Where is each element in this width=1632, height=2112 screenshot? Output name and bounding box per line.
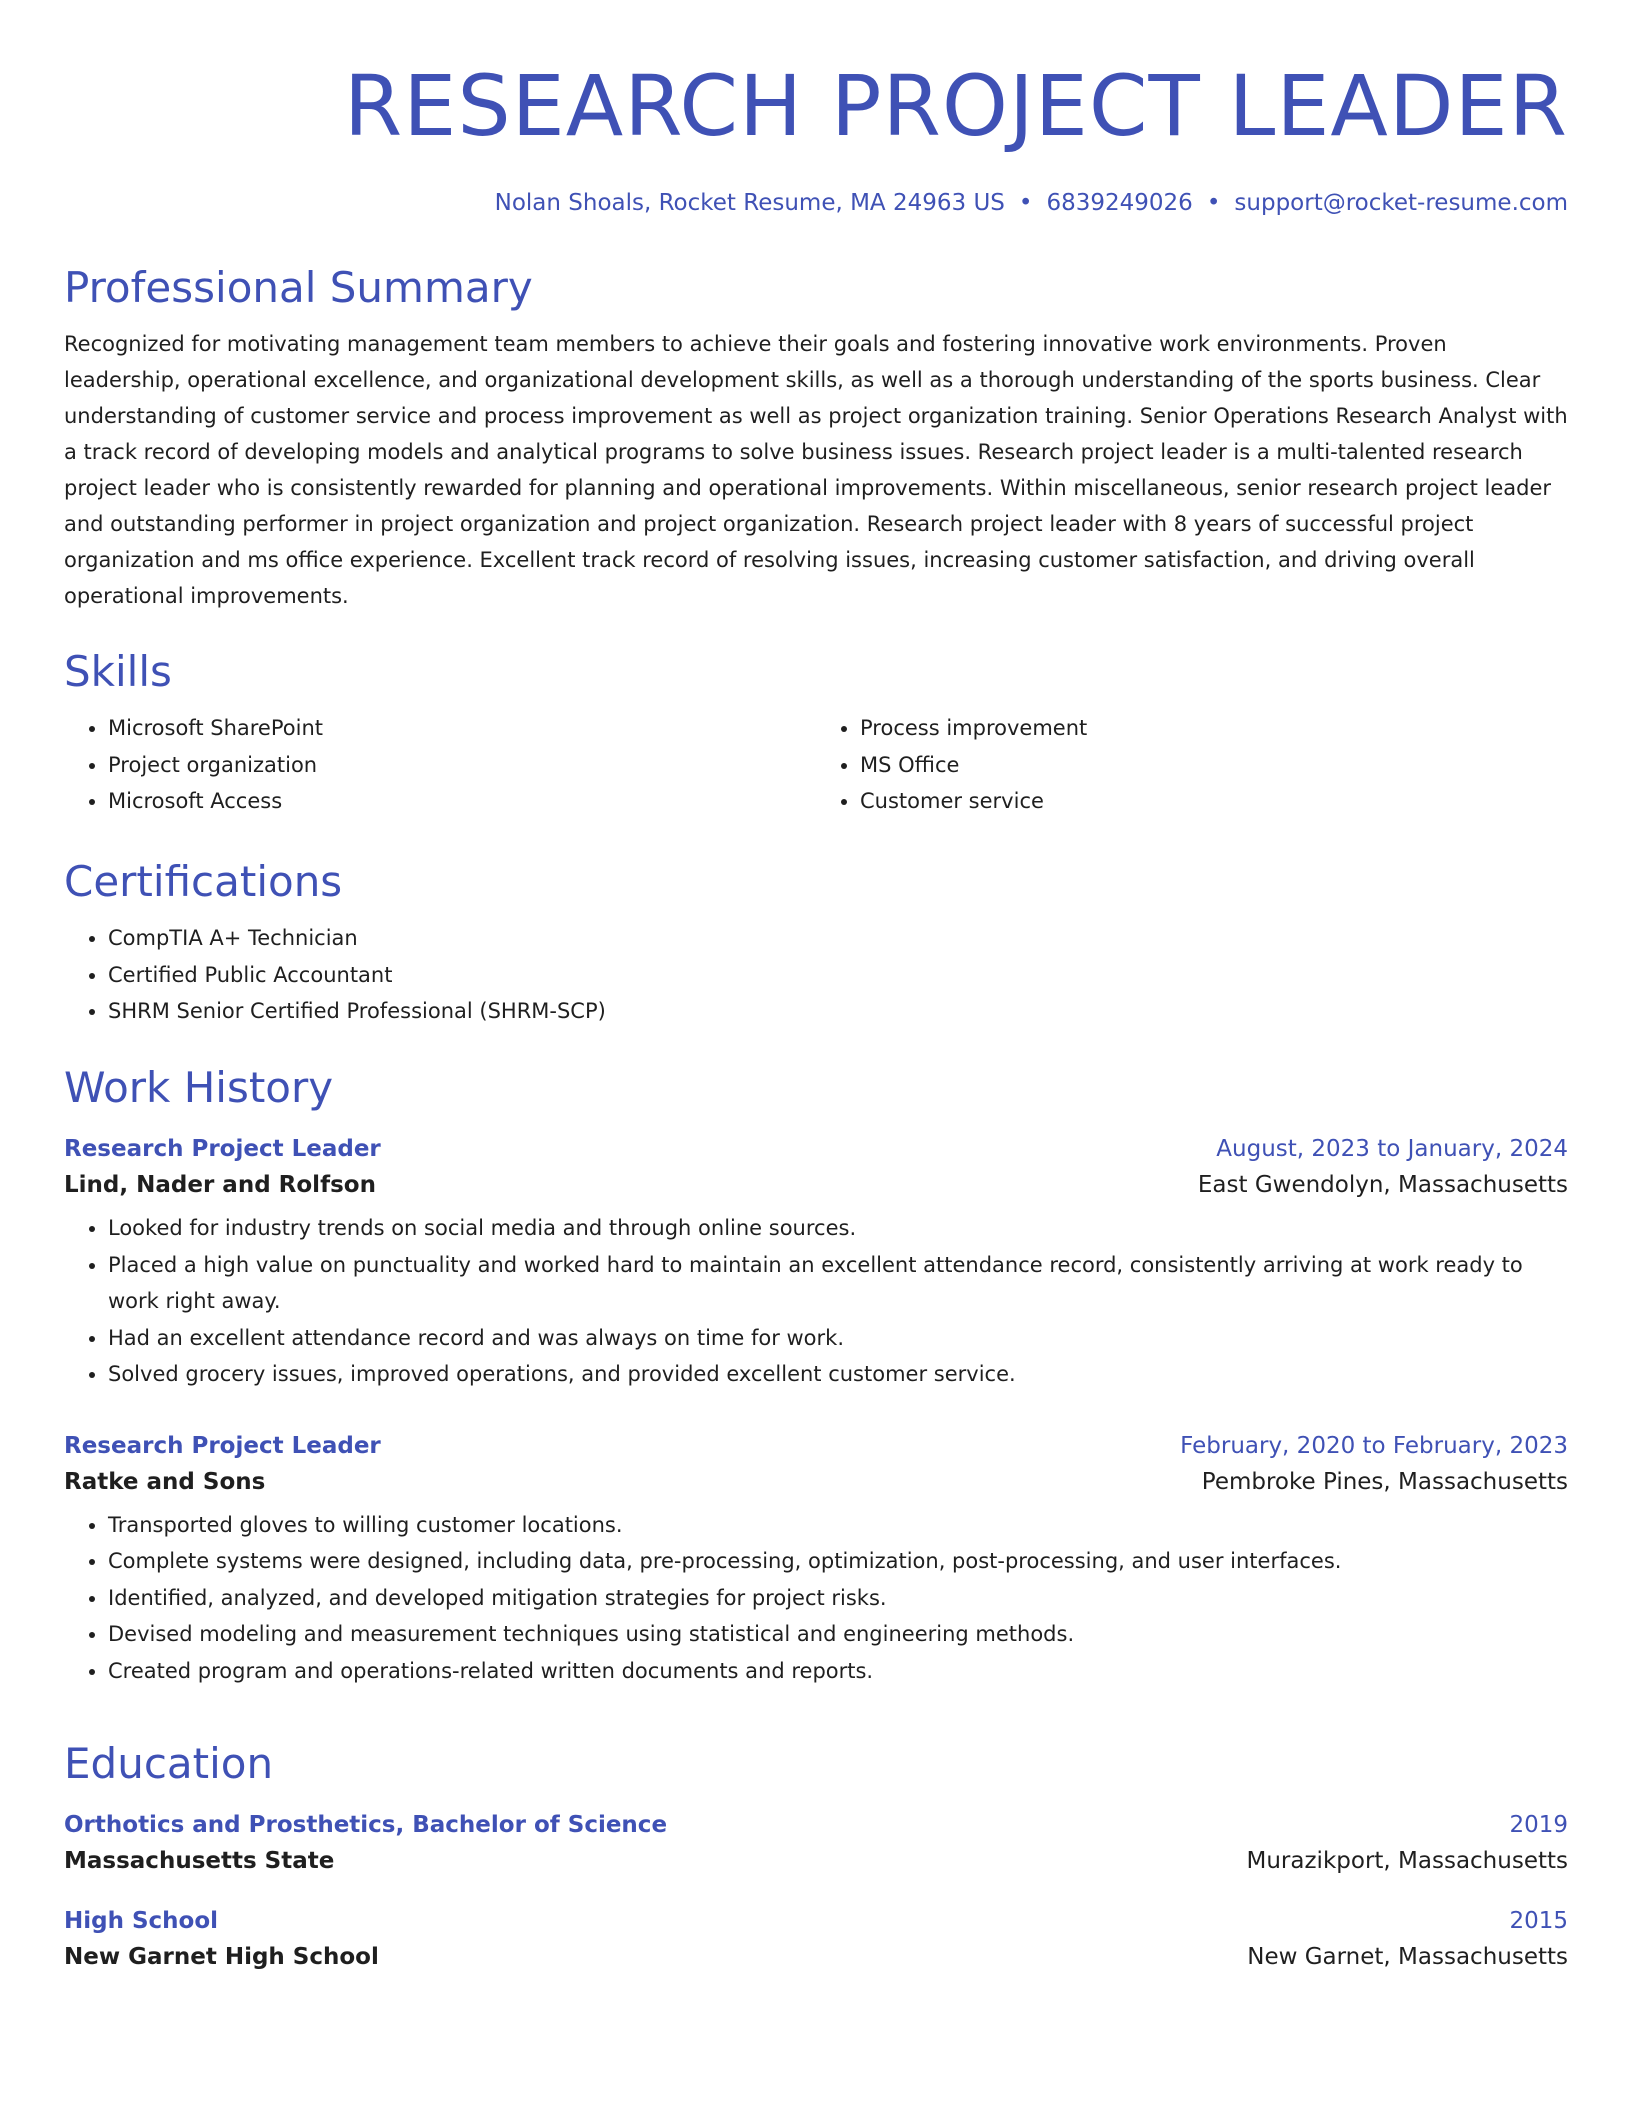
job-company: Ratke and Sons — [64, 1468, 266, 1495]
certification-item: • SHRM Senior Certified Professional (SHRM-SCP) — [108, 993, 1568, 1030]
education-degree: Orthotics and Prosthetics, Bachelor of Science — [64, 1812, 668, 1838]
job-location: Pembroke Pines, Massachusetts — [1201, 1468, 1568, 1495]
job-header — [64, 1433, 1568, 1459]
job-bullets — [64, 1210, 1568, 1393]
education-header — [64, 1908, 1568, 1934]
job-title: Research Project Leader — [64, 1136, 381, 1162]
job-bullet: • Identified, analyzed, and developed mitigation strategies for project risks. — [108, 1580, 1568, 1617]
job-location: East Gwendolyn, Massachusetts — [1197, 1172, 1568, 1198]
job-bullets — [64, 1507, 1568, 1690]
job-bullet: • Complete systems were designed, including data, pre-processing, optimization, post-processing, and user interfaces. — [108, 1543, 1568, 1580]
skills-section — [64, 646, 1568, 820]
job-entry — [64, 1433, 1568, 1690]
education-location: New Garnet, Massachusetts — [1247, 1944, 1568, 1970]
education-section — [64, 1738, 1568, 1970]
certification-item: • Certified Public Accountant — [108, 957, 1568, 994]
skills-list-left — [64, 710, 816, 820]
contact-phone: 6839249026 — [1046, 190, 1193, 216]
contact-address: Nolan Shoals, Rocket Resume, MA 24963 US — [494, 190, 1005, 216]
resume-title: RESEARCH PROJECT LEADER — [343, 57, 1568, 155]
job-bullet: • Solved grocery issues, improved operations, and provided excellent customer service. — [108, 1356, 1568, 1393]
certifications-list — [64, 920, 1568, 1030]
skill-item: • Project organization — [108, 747, 816, 784]
skill-item: • Microsoft SharePoint — [108, 710, 816, 747]
professional-summary-section — [64, 262, 1568, 614]
section-heading: Work History — [64, 1063, 334, 1112]
job-dates: February, 2020 to February, 2023 — [1180, 1432, 1568, 1459]
separator-dot: • — [1018, 190, 1033, 216]
education-entry — [64, 1812, 1568, 1874]
job-dates: August, 2023 to January, 2024 — [1216, 1136, 1568, 1162]
work-history-section — [64, 1062, 1568, 1689]
job-bullet: • Created program and operations-related written documents and reports. — [108, 1653, 1568, 1690]
skill-item: • Process improvement — [860, 710, 1568, 747]
education-year: 2015 — [1509, 1908, 1568, 1934]
education-degree: High School — [64, 1908, 219, 1934]
skill-item: • Customer service — [860, 783, 1568, 820]
section-heading: Skills — [64, 647, 172, 696]
job-header — [64, 1136, 1568, 1162]
job-subheader — [64, 1172, 1568, 1198]
education-school: Massachusetts State — [64, 1848, 335, 1874]
job-title: Research Project Leader — [64, 1432, 381, 1459]
certifications-section — [64, 856, 1568, 1030]
education-subheader — [64, 1944, 1568, 1970]
job-bullet: • Devised modeling and measurement techniques using statistical and engineering methods. — [108, 1616, 1568, 1653]
job-bullet: • Transported gloves to willing customer locations. — [108, 1507, 1568, 1544]
job-subheader — [64, 1469, 1568, 1495]
job-bullet: • Looked for industry trends on social media and through online sources. — [108, 1210, 1568, 1247]
section-heading: Professional Summary — [64, 263, 533, 312]
summary-text: Recognized for motivating management team members to achieve their goals and fostering innovative work environments. Proven leadership, operational excellence, and organizational development skills, as well as a thorough understanding of the sports business. Clear understanding of customer service and process improvement as well as project organization training. Senior Operations Research Analyst with a track record of developing models and analytical programs to solve business issues. Research project leader is a multi-talented research project leader who is consistently rewarded for planning and operational improvements. Within miscellaneous, senior research project leader and outstanding performer in project organization and project organization. Research project leader with 8 years of successful project organization and ms office experience. Excellent track record of resolving issues, increasing customer satisfaction, and driving overall operational improvements. — [64, 332, 1568, 608]
education-location: Murazikport, Massachusetts — [1246, 1848, 1568, 1874]
separator-dot: • — [1206, 190, 1221, 216]
education-year: 2019 — [1509, 1812, 1568, 1838]
skills-columns — [64, 698, 1568, 820]
job-bullet: • Had an excellent attendance record and was always on time for work. — [108, 1320, 1568, 1357]
skill-item: • MS Office — [860, 747, 1568, 784]
job-entry — [64, 1136, 1568, 1393]
education-school: New Garnet High School — [64, 1944, 379, 1970]
contact-line — [64, 188, 1568, 218]
education-header — [64, 1812, 1568, 1838]
certification-item: • CompTIA A+ Technician — [108, 920, 1568, 957]
education-entry — [64, 1908, 1568, 1970]
skills-list-right — [816, 710, 1568, 820]
job-bullet: • Placed a high value on punctuality and worked hard to maintain an excellent attendance record, consistently arriving at work ready to work right away. — [108, 1247, 1568, 1320]
section-heading: Education — [64, 1739, 274, 1788]
job-company: Lind, Nader and Rolfson — [64, 1172, 376, 1198]
section-heading: Certifications — [64, 857, 343, 906]
education-subheader — [64, 1848, 1568, 1874]
contact-email[interactable]: support@rocket-resume.com — [1234, 190, 1568, 216]
skill-item: • Microsoft Access — [108, 783, 816, 820]
